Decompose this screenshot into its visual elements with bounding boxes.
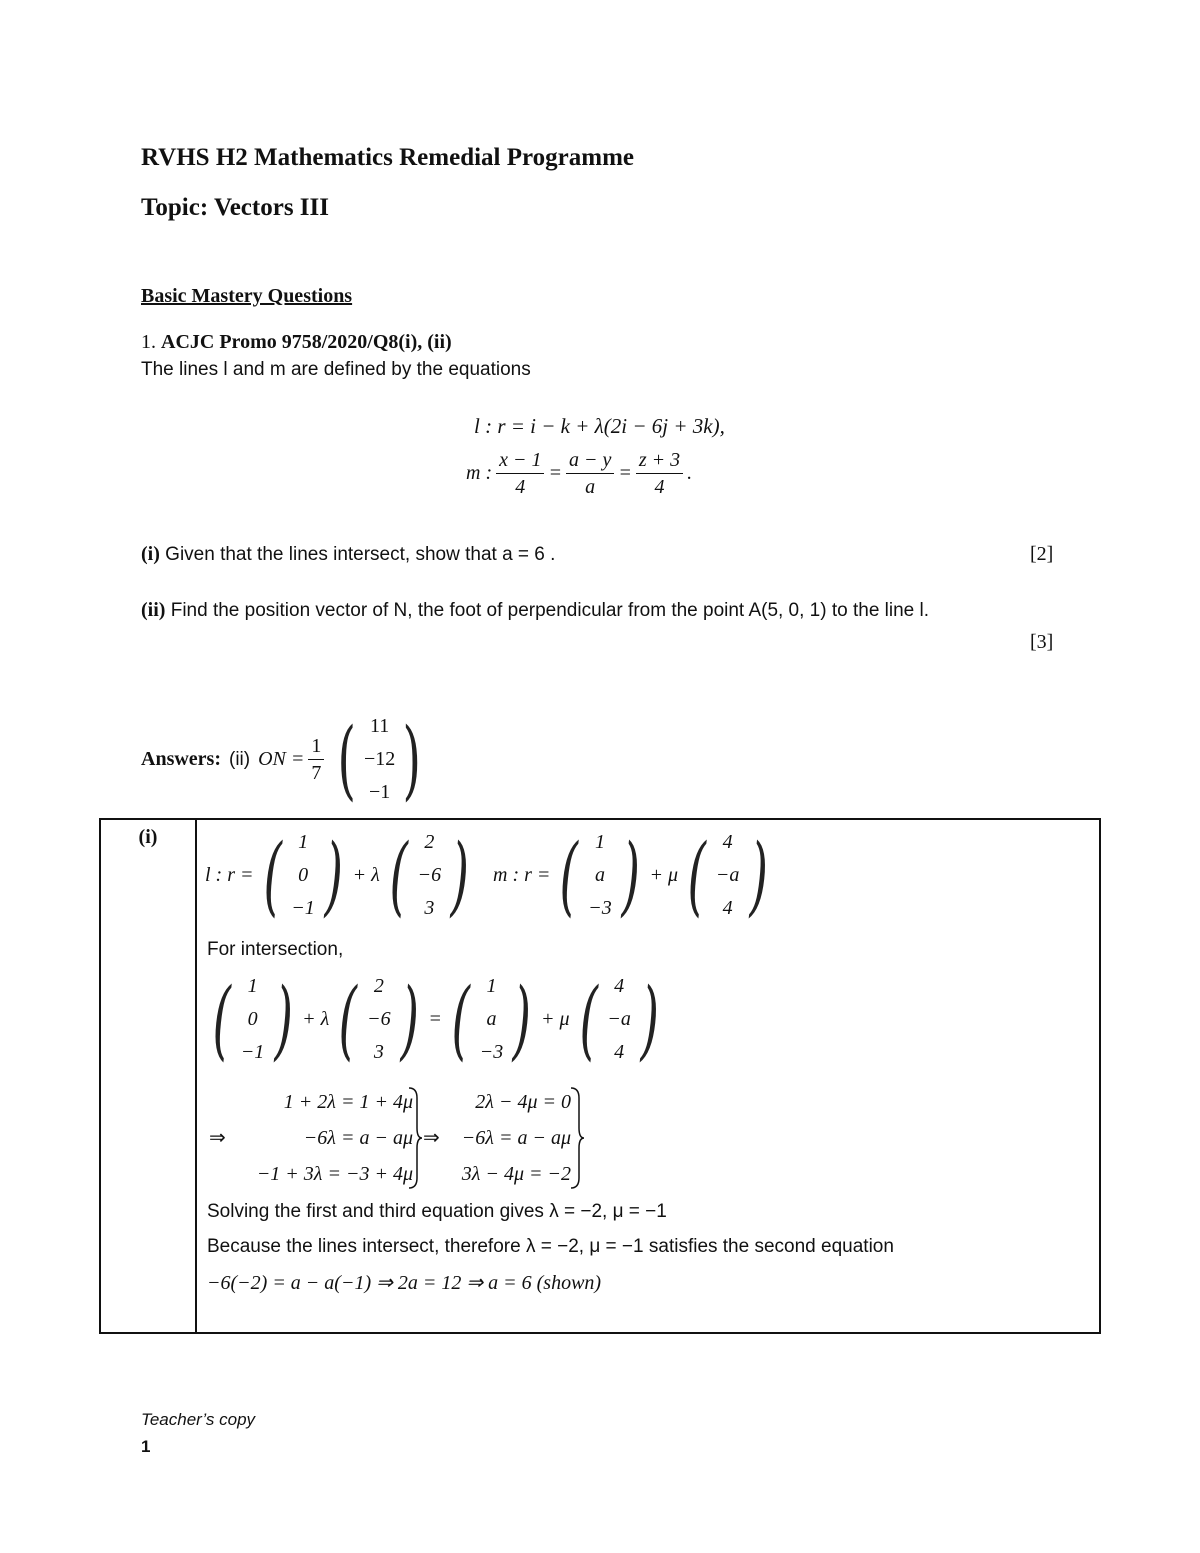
vector-entry: 4 <box>722 897 733 919</box>
page-number: 1 <box>141 1437 151 1456</box>
solution-part-label: (i) <box>138 826 158 848</box>
vector-entry: −6 <box>417 864 442 886</box>
part-ii-text: Find the position vector of N, the foot of perpendicular from the point A(5, 0, 1) to the line l. <box>170 600 930 621</box>
line-m-label: m : <box>466 462 493 484</box>
line-l-equation: l : r = i − k + λ(2i − 6j + 3k), <box>474 414 725 438</box>
equals-sign: = <box>618 462 632 484</box>
vector-entry: −6 <box>367 1008 391 1030</box>
fraction-z-num: z + 3 <box>636 449 683 474</box>
vector-entry: 11 <box>369 715 390 737</box>
system-2-brace <box>569 1086 585 1190</box>
vector-entry: −3 <box>479 1041 504 1063</box>
vector-m-direction: ( 4 −a 4 ) <box>687 825 768 926</box>
fraction-x <box>496 449 544 498</box>
fraction-x-den: 4 <box>515 476 526 498</box>
system-1-eq-3: −1 + 3λ = −3 + 4μ <box>256 1163 413 1185</box>
vector-entry: −a <box>607 1008 631 1030</box>
question-header <box>141 331 452 354</box>
intersection-equation <box>203 970 669 1069</box>
fraction-y-den: a <box>585 476 596 498</box>
implies-arrow: ⇒ <box>209 1127 226 1149</box>
vector-entry: 0 <box>298 864 309 886</box>
solution-part-cell <box>100 819 196 1333</box>
equals-sign: = <box>428 1008 442 1030</box>
vector-entry: 1 <box>247 975 258 997</box>
implies-arrow-2: ⇒ <box>423 1127 440 1149</box>
solve-statement: Solving the first and third equation gives λ = −2, μ = −1 <box>207 1201 667 1222</box>
vector-entry: a <box>486 1008 497 1030</box>
final-result: −6(−2) = a − a(−1) ⇒ 2a = 12 ⇒ a = 6 (shown) <box>207 1272 602 1294</box>
vector-entry: 4 <box>614 975 625 997</box>
intersect-statement: Because the lines intersect, therefore λ = −2, μ = −1 satisfies the second equation <box>207 1236 894 1257</box>
vector-entry: 1 <box>486 975 497 997</box>
vector-entry: −1 <box>368 781 391 803</box>
answers-label: Answers: <box>141 748 221 770</box>
document-title: RVHS H2 Mathematics Remedial Programme <box>141 144 634 171</box>
vector-entry: −3 <box>588 897 612 919</box>
vector-entry: 1 <box>298 831 309 853</box>
vector-l-point: ( 1 0 −1 ) <box>212 969 293 1070</box>
solution-m-label: m : r = <box>493 864 551 886</box>
solution-body-cell <box>196 819 1100 1333</box>
vector-entry: a <box>594 864 605 886</box>
fraction-y-num: a − y <box>566 449 614 474</box>
vector-l-direction: ( 2 −6 3 ) <box>389 825 470 926</box>
solution-l-label: l : r = <box>205 864 254 886</box>
solution-body <box>197 820 1099 1332</box>
question-source: ACJC Promo 9758/2020/Q8(i), (ii) <box>161 331 452 353</box>
vector-entry: 4 <box>722 831 733 853</box>
vector-l-direction: ( 2 −6 3 ) <box>338 969 419 1070</box>
question-intro: The lines l and m are defined by the equations <box>141 359 531 380</box>
equals-sign: = <box>548 462 562 484</box>
vector-m-direction: ( 4 −a 4 ) <box>579 969 660 1070</box>
solution-line-l <box>205 826 479 925</box>
vector-entry: 1 <box>594 831 605 853</box>
part-i-text: Given that the lines intersect, show that a = 6 . <box>165 544 556 565</box>
system-1-eq-1: 1 + 2λ = 1 + 4μ <box>283 1091 413 1113</box>
vector-entry: −a <box>715 864 740 886</box>
system-2-eq-1: 2λ − 4μ = 0 <box>475 1091 571 1113</box>
line-m-equation: m : $\frac{x - 1}{4}$ = $\frac{a - y}{a}$ = $\frac{z + 3}{4}$ . <box>466 449 693 498</box>
system-1-brace <box>407 1086 423 1190</box>
vector-entry: −1 <box>291 897 315 919</box>
vector-entry: 3 <box>424 897 435 919</box>
vector-m-point: ( 1 a −3 ) <box>451 969 532 1070</box>
section-heading: Basic Mastery Questions <box>141 285 353 307</box>
vector-m-point: ( 1 a −3 ) <box>559 825 640 926</box>
part-ii-marks: [3] <box>1030 631 1054 653</box>
vector-entry: −12 <box>363 748 396 770</box>
vector-entry: 4 <box>614 1041 625 1063</box>
equation-system-2 <box>445 1084 571 1192</box>
for-intersection-text: For intersection, <box>207 939 344 960</box>
part-i-question <box>141 543 555 566</box>
fraction-y <box>566 449 614 498</box>
answer-vector: ( 11 −12 −1 ) <box>337 709 422 810</box>
plus-lambda: + λ <box>302 1008 330 1030</box>
part-i-marks: [2] <box>1030 543 1054 565</box>
answers-frac-den: 7 <box>311 762 322 784</box>
topic-heading: Topic: Vectors III <box>141 194 329 221</box>
solution-table <box>99 818 1101 1334</box>
vector-entry: 0 <box>247 1008 258 1030</box>
footer-copy-label: Teacher’s copy <box>141 1410 256 1429</box>
plus-mu: + μ <box>541 1008 570 1030</box>
part-ii-label: (ii) <box>141 599 166 621</box>
answers-fraction <box>308 735 324 784</box>
vector-entry: 2 <box>424 831 435 853</box>
vector-entry: 3 <box>373 1041 384 1063</box>
part-ii-question <box>141 599 929 622</box>
system-2-eq-3: 3λ − 4μ = −2 <box>461 1163 571 1185</box>
question-number: 1. <box>141 331 156 353</box>
vector-entry: −1 <box>240 1041 265 1063</box>
solution-line-m <box>493 826 777 925</box>
fraction-x-num: x − 1 <box>496 449 544 474</box>
answers-part: (ii) <box>229 748 251 770</box>
answers-line <box>141 710 431 809</box>
equation-system-1 <box>237 1084 413 1192</box>
vector-l-point: ( 1 0 −1 ) <box>263 825 344 926</box>
part-i-label: (i) <box>141 543 160 565</box>
plus-lambda: + λ <box>352 864 380 886</box>
system-1-eq-2: −6λ = a − aμ <box>303 1127 413 1149</box>
answers-lhs: ON = <box>258 748 305 770</box>
answers-frac-num: 1 <box>308 735 324 760</box>
fraction-z-den: 4 <box>654 476 665 498</box>
fraction-z <box>636 449 683 498</box>
plus-mu: + μ <box>649 864 679 886</box>
vector-entry: 2 <box>373 975 384 997</box>
system-2-eq-2: −6λ = a − aμ <box>461 1127 571 1149</box>
